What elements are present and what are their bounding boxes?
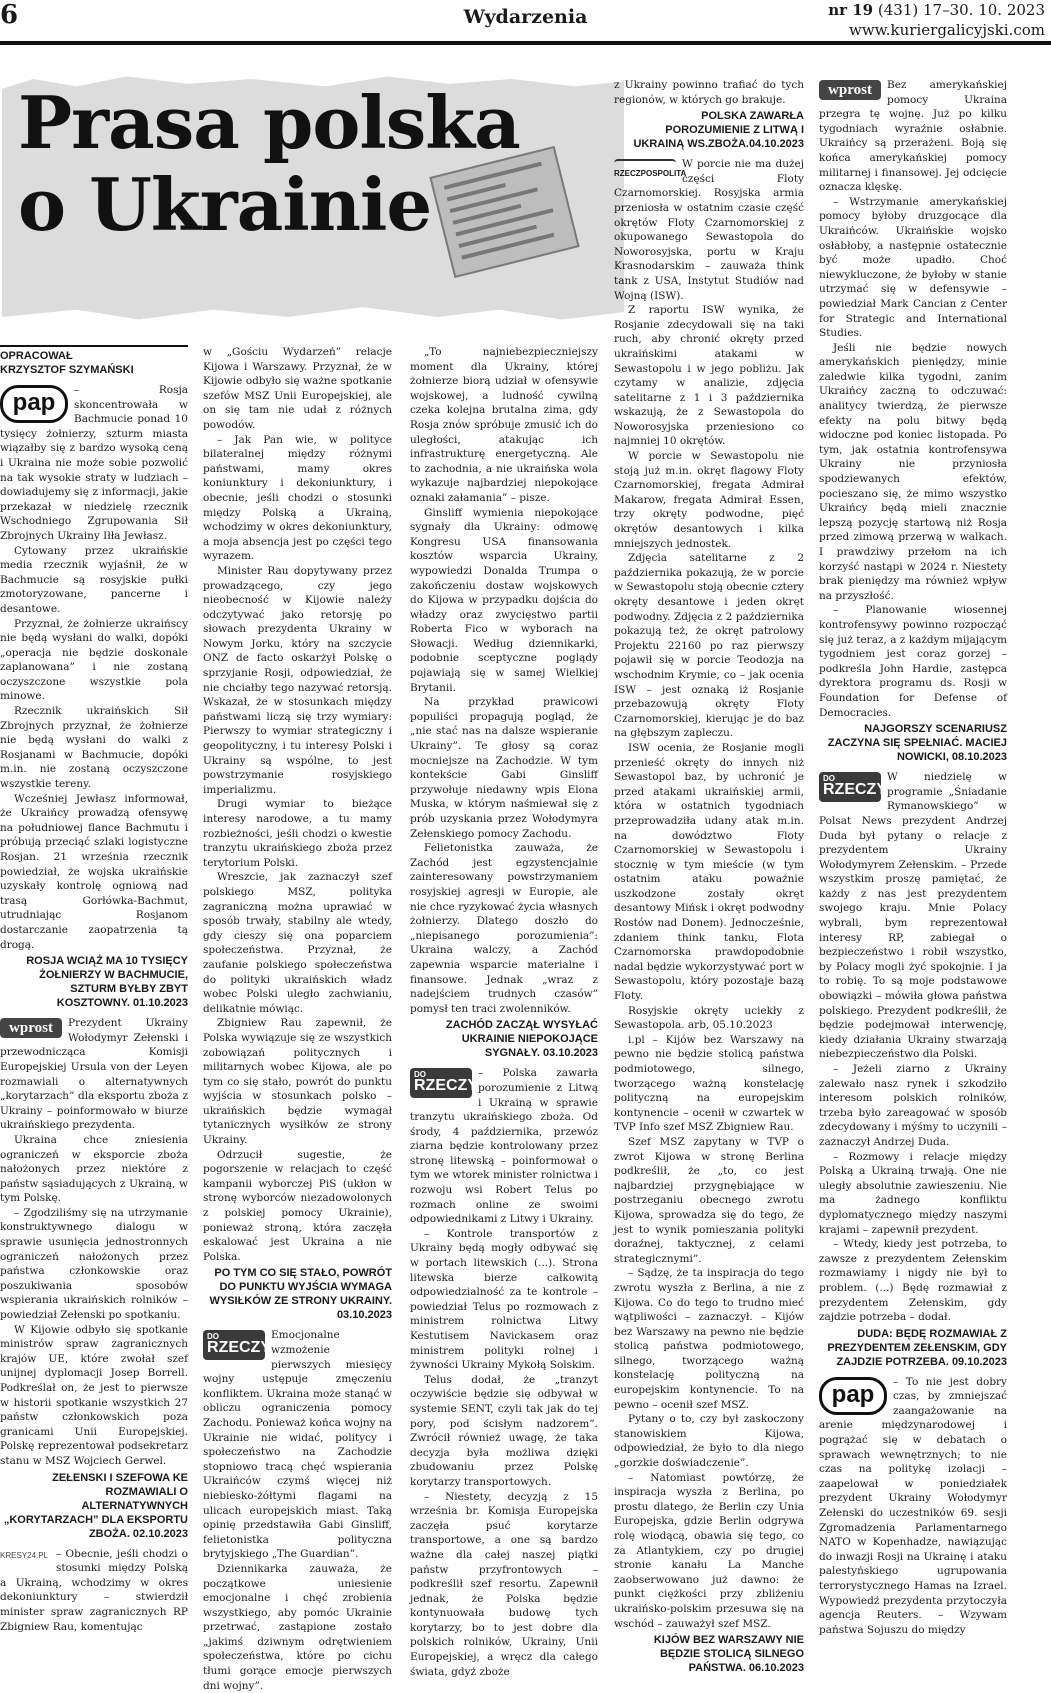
paragraph: Na przykład prawicowi populiści propagują pogląd, że „nie stać nas na dalsze wspieranie Ukrainy”. Te głosy są coraz mocniejsze na Zachodzie. W tym kontekście Gabi Ginsliff przywołuje niedawny wpis Elona Muska, w którym naśmiewał się z prób uzyskania przez Wołodymyra Zełenskiego pomocy Zachodu. [410, 696, 598, 840]
paragraph: – Jak Pan wie, w polityce bilateralnej między różnymi państwami, mamy okres koniunktury i dekoniunktury, i obecnie, jeśli chodzi o stosunki między Polską a Ukrainą, wchodzimy w okres dekoniunktury, a moja absencja jest po części tego wyrazem. [203, 433, 392, 563]
paragraph: – Niestety, decyzją z 15 września br. Komisja Europejska zaczęła psuć korytarze transportowe, a one są bardzo ważne dla całej naszej piątki państw przyfrontowych – podkreślił szef resortu. Zapewnił jednak, że Polska będzie kontynuowała budowę tych korytarzy, bo to jest dobre dla polskich rolników, Ukrainy, Unii Europejskiej, a wręcz dla całego świata, gdyż zboże [410, 1490, 598, 1678]
paragraph: – Zgodziliśmy się na utrzymanie konstruktywnego dialogu w sprawie usunięcia jednostronnych ograniczeń nałożonych przez państwa członkowskie oraz poszukiwania sposobów wspierania ukraińskich rolników – powiedział Zełenski po spotkaniu. [0, 1206, 188, 1322]
dorzeczy-logo-small: DO [414, 1070, 426, 1080]
column-2 [203, 345, 392, 1693]
paragraph: w „Gościu Wydarzeń” relacje Kijowa i Warszawy. Przyznał, że w Kijowie odbyło się ważne spotkanie szefów MSZ Unii Europejskiej, ale on się tam nie udał z różnych powodów. [203, 346, 392, 431]
issue-number: nr 19 [828, 1, 874, 19]
wprost-logo: wprost [819, 80, 881, 100]
column-4 [614, 78, 804, 1681]
byline [0, 345, 188, 377]
page-header [0, 0, 1051, 44]
paragraph: – Rosja skoncentrowała w Bachmucie ponad 10 tysięcy żołnierzy, szturm miasta wiązałby się z bardzo wysoką ceną i Ukraina nie może sobie pozwolić na tak wysokie straty w ludziach – dowiadujemy się z informacji, jakie przekazał w niedzielę rzecznik Wschodniego Zgrupowania Sił Zbrojnych Ukrainy Iłła Jewłasz. [0, 384, 188, 542]
paragraph: ISW ocenia, że Rosjanie mogli przenieść okręty do innych niż Sewastopol baz, by uchronić je przed atakami ukraińskiej armii, która w ostatnich tygodniach przeprowadziła udany atak m.in. na dowództwo Floty Czarnomorskiej w Sewastopolu i stocznię w tym mieście (w tym ostatnim ataku poważnie uszkodzone zostały okręt desantowy Mińsk i okręt podwodny Rostów nad Donem). Jednocześnie, zdaniem think tanku, Flota Czarnomorska prawdopodobnie nadal będzie wykorzystywać port w Sewastopolu, który pozostaje bazą Floty. [614, 741, 804, 1003]
paragraph: Zbigniew Rau zapewnił, że Polska wywiązuje się ze wszystkich zobowiązań politycznych i militarnych wobec Kijowa, ale po tym co się stało, powrót do punktu wyjścia w stosunkach polsko – ukraińskich będzie wymagał tytanicznych wysiłków ze strony Ukrainy. [203, 1017, 392, 1147]
issue-info [828, 0, 1045, 40]
title-line-1: Prasa polska [18, 80, 520, 165]
paragraph: Rosyjskie okręty uciekły z Sewastopola. arb, 05.10.2023 [614, 1004, 804, 1032]
source-caption: POLSKA ZAWARŁA POROZUMIENIE Z LITWĄ I UKRAINĄ WS.ZBOŻA.04.10.2023 [633, 110, 804, 151]
paragraph: Szef MSZ zapytany w TVP o zwrot Kijowa w stronę Berlina podkreślił, że „to, co jest najbardziej przygnębiające w postrzeganiu obecnego zwrotu Kijowa, sprowadza się do tego, że jest to wynik pomieszania polityki doraźnej, taktycznej, z celami strategicznymi”. [614, 1135, 804, 1265]
page-title [18, 82, 520, 246]
dorzeczy-logo-text: RZECZY [207, 1339, 271, 1357]
dorzeczy-logo-small: DO [207, 1332, 219, 1342]
page-number: 6 [0, 0, 19, 30]
paragraph: Minister Rau dopytywany przez prowadzącego, czy jego nieobecność w Kijowie należy odczytywać jako retorsję po słowach prezydenta Ukrainy w Nowym Jorku, który na szczycie ONZ de facto oskarżył Polskę o sprzyjanie Rosji, odpowiedział, że nie chciałby tego nazywać retorsją. Wskazał, że w stosunkach między państwami liczą się trzy wymiary: Pierwszy to wymiar strategiczny i geopolityczny, i tu interesy Polski i Ukrainy są wspólne, to jest powstrzymanie rosyjskiego imperializmu. [203, 564, 392, 796]
paragraph: – To nie jest dobry czas, by zmniejszać zaangażowanie na arenie międzynarodowej i pogrążać się w debatach o sprawach wewnętrznych; to nie czas na politykę izolacji – zaapelował w poniedziałek prezydent Ukrainy Wołodymyr Zełenski do uczestników 69. sesji Zgromadzenia Parlamentarnego NATO w Kopenhadze, nawiązując do inwazji Rosji na Ukrainę i ataku palestyńskiego ugrupowania terrorystycznego Hamas na Izrael. Wypowiedź prezydenta przytoczyła agencja Reuters. – Wzywam państwa Sojuszu do między [819, 1375, 1007, 1636]
source-caption: DUDA: BĘDĘ ROZMAWIAŁ Z PREZYDENTEM ZEŁENSKIM, GDY ZAJDZIE POTRZEBA. 09.10.2023 [827, 1327, 1007, 1368]
paragraph: – Wstrzymanie amerykańskiej pomocy byłoby druzgocące dla Ukraińców. Ukraińskie wojsko osłabłoby, a następnie ostatecznie być może upadło. Choć niewykluczone, że byłoby w stanie utrzymać się w defensywie – powiedział Mark Cancian z Center for Strategic and International Studies. [819, 195, 1007, 340]
paragraph: – Natomiast powtórzę, że inspiracja wyszła z Berlina, po prostu dlatego, że Berlin czy Unia Europejska, gdzie Berlin odgrywa rolę wiodącą, obawia się tego, co za Atlantykiem, czy po drugiej stronie kanału La Manche zaobserwowano już dawno: że punkt ciężkości przy zbliżeniu ukraińsko-polskim przesuwa się na wschód – zauważył szef MSZ. [614, 1471, 804, 1630]
paragraph: Prezydent Ukrainy Wołodymyr Zełenski i przewodnicząca Komisji Europejskiej Ursula von der Leyen rozmawiali o alternatywnych „korytarzach” dla eksportu zboża z Ukrainy – poinformowało w biurze ukraińskiego prezydenta. [0, 1017, 188, 1132]
paragraph: Telus dodał, że „tranzyt oczywiście będzie się odbywał w systemie SENT, czyli tak jak do tej pory, pod ścisłym nadzorem”. Zwrócił również uwagę, że taka decyzja była możliwa dzięki zbudowaniu przez Polskę korytarzy transportowych. [410, 1373, 598, 1488]
paragraph: i.pl – Kijów bez Warszawy na pewno nie będzie stolicą państwa podmiotowego, silnego, tworzącego ważną konstelację polityczną na europejskim kontynencie – ocenił w czwartek w TVP Info szef MSZ Zbigniew Rau. [614, 1033, 804, 1134]
paragraph: „To najniebezpieczniejszy moment dla Ukrainy, której żołnierze biorą udział w ofensywie wojskowej, a ludność cywilną czeka kolejna brutalna zima, gdy Rosja znów spróbuje zmusić ich do uległości, atakując ich infrastrukturę energetyczną. Ale to zachodnia, a nie ukraińska wola wykazuje najbardziej niepokojące oznaki załamania” – pisze. [410, 346, 598, 504]
pap-logo: pap [819, 1377, 887, 1415]
byline-author: KRZYSZTOF SZYMAŃSKI [0, 364, 134, 376]
column-1 [0, 345, 188, 1634]
issue-dates: (431) 17–30. 10. 2023 [877, 1, 1045, 19]
source-caption: ZACHÓD ZACZĄŁ WYSYŁAĆ UKRAINIE NIEPOKOJĄCE SYGNAŁY. 03.10.2023 [445, 1019, 598, 1060]
kresy-logo: KRESY24.PL [0, 1550, 49, 1560]
column-3 [410, 345, 598, 1679]
paragraph: – Jeżeli ziarno z Ukrainy zalewało nasz rynek i szkodziło interesom polskich rolników, trzeba było zareagować w sposób zdecydowany i mýśmy to uczynili – zaznaczył Andrzej Duda. [819, 1063, 1007, 1148]
paragraph: Dziennikarka zauważa, że początkowe uniesienie emocjonalne i chęć zrobienia wszystkiego, aby pomóc Ukrainie przetrwać, zastąpione zostało „jakimś dziwnym odrętwieniem społeczeństwa, które po cichu tłumi gorące emocje pierwszych dni wojny”. [203, 1562, 392, 1692]
section-name: Wydarzenia [463, 6, 588, 28]
source-caption: KIJÓW BEZ WARSZAWY NIE BĘDZIE STOLICĄ SILNEGO PAŃSTWA. 06.10.2023 [653, 1634, 804, 1675]
paragraph: Wreszcie, jak zaznaczył szef polskiego MSZ, polityka zagraniczną można uprawiać w sposób trwały, stabilny ale wtedy, gdy cieszy się ona poparciem społeczeństwa. Przyznał, że zaufanie polskiego społeczeństwa do polityki ukraińskich władz wobec Polski uległo zachwianiu, delikatnie mówiąc. [203, 871, 392, 1015]
header-rule [0, 41, 1051, 45]
paragraph: Bez amerykańskiej pomocy Ukraina przegra tę wojnę. Już po kilku tygodniach wyraźnie osłabnie. Ukraińcy są przerażeni. Boją się końca amerykańskiej pomocy militarnej i finansowej. Jej odcięcie oznacza klęskę. [819, 79, 1007, 194]
byline-label: OPRACOWAŁ [0, 350, 73, 362]
paragraph: – Planowanie wiosennej kontrofensywy powinno rozpocząć się już teraz, a z każdym mijającym tygodniem jest coraz gorzej – podkreśla John Hardie, zastępca dyrektora programu ds. Rosji w Foundation for Defense of Democracies. [819, 604, 1007, 719]
wprost-logo: wprost [0, 1018, 62, 1038]
dorzeczy-logo [819, 772, 887, 802]
paragraph: Pytany o to, czy był zaskoczony stanowiskiem Kijowa, odpowiedział, że było to dla niego „gorzkie doświadczenie”. [614, 1413, 804, 1470]
paragraph: W Kijowie odbyło się spotkanie ministrów spraw zagranicznych krajów UE, które zwołał szef unijnej dyplomacji Josep Borrell. Podkreślał on, że jest to pierwsze w historii spotkanie wszystkich 27 państw członkowskich poza granicami Unii Europejskiej. Polskę reprezentował podsekretarz stanu w MSZ Wojciech Gerwel. [0, 1323, 188, 1467]
source-caption: ZEŁENSKI I SZEFOWA KE ROZMAWIALI O ALTERNATYWNYCH „KORYTARZACH” DLA EKSPORTU ZBOŻA. 02.10.2023 [3, 1471, 188, 1540]
paragraph: z Ukrainy powinno trafiać do tych regionów, w których go brakuje. [614, 79, 804, 106]
paragraph: W niedzielę w programie „Śniadanie Rymanowskiego” w Polsat News prezydent Andrzej Duda był pytany o relacje z prezydentem Ukrainy Wołodymyrem Zełenskim. – Przede wszystkim proszę pamiętać, że każdy z nas jest prezydentem swojego kraju. Mnie Polacy wybrali, bym reprezentował interesy RP, zabiegał o bezpieczeństwo i robił wszystko, by Polacy mogli żyć spokojnie. I ja to robię. To są moje podstawowe obowiązki – mówiła głowa państwa polskiego. Prezydent podkreślił, że będzie podejmował interwencję, kiedy działania Ukrainy stwarzają niebezpieczeństwo dla Polski. [819, 771, 1007, 1061]
paragraph: – Sądzę, że ta inspiracja do tego zwrotu wyszła z Berlina, a nie z Kijowa. Co do tego to trudno mieć wątpliwości – zaznaczył. – Kijów bez Warszawy na pewno nie będzie stolicą państwa podmiotowego, silnego, tworzącego ważną konstelację polityczną na europejskim kontynencie. To na pewno – ocenił szef MSZ. [614, 1267, 804, 1411]
paragraph: Wcześniej Jewłasz informował, że Ukraińcy prowadzą ofensywę na południowej flance Bachmutu i próbują przeciąć szlaki logistyczne Rosjan. 21 września rzecznik powiedział, że wojska ukraińskie uzyskały kontrolę ogniową nad trasą Gorłówka-Bachmut, utrudniając Rosjanom dostarczanie zaopatrzenia tą drogą. [0, 792, 188, 951]
website-link[interactable]: www.kuriergalicyjski.com [849, 21, 1045, 39]
paragraph: – Obecnie, jeśli chodzi o stosunki między Polską a Ukrainą, wchodzimy w okres dekoniunktury – stwierdził minister spraw zagranicznych RP Zbigniew Rau, komentując [0, 1547, 188, 1633]
paragraph: Ginsliff wymienia niepokojące sygnały dla Ukrainy: odmowę Kongresu USA finansowania kosztów wsparcia Ukrainy, wypowiedzi Donalda Trumpa o zakończeniu dostaw wojskowych do Kijowa w przypadku dojścia do władzy oraz zwycięstwo partii Roberta Fico w wyborach na Słowacji. Według dziennikarki, podobnie sceptyczne poglądy pojawiają się w samej Wielkiej Brytanii. [410, 506, 598, 694]
paragraph: Emocjonalne wzmożenie pierwszych miesięcy wojny ustępuje zmęczeniu konfliktem. Ukraina może stanąć w obliczu ograniczenia pomocy Zachodu. Ponieważ końca wojny na Ukrainie nie widać, politycy i społeczeństwo na Zachodzie stopniowo tracą chęć wspierania Ukraińców czymś więcej niż niebiesko-żółtymi flagami na ulicach europejskich miast. Taką opinię przedstawiła Gabi Ginsliff, felietonistka polityczna brytyjskiego „The Guardian”. [203, 1329, 392, 1561]
rzeczpospolita-logo: RZECZPOSPOLITA [614, 159, 676, 183]
dorzeczy-logo-text: RZECZY [823, 781, 887, 799]
paragraph: – Rozmowy i relacje między Polską a Ukrainą trwają. One nie uległy absolutnie zawieszeniu. Nie ma żadnego konfliktu dyplomatycznego między naszymi krajami – zapewnił prezydent. [819, 1150, 1007, 1236]
dorzeczy-logo-text: RZECZY [414, 1077, 478, 1095]
pap-logo: pap [0, 385, 68, 423]
paragraph: Przyznał, że żołnierze ukraińscy nie będą wysłani do walki, dopóki „operacja nie będzie doskonale zaplanowana” i nie zostaną oczyszczone wszystkie pola minowe. [0, 617, 188, 703]
dorzeczy-logo [203, 1330, 271, 1360]
source-caption: ROSJA WCIĄŻ MA 10 TYSIĘCY ŻOŁNIERZY W BACHMUCIE, SZTURM BYŁBY ZBYT KOSZTOWNY. 01.10.2023 [26, 955, 188, 1010]
column-5 [819, 78, 1007, 1637]
paragraph: Ukraina chce zniesienia ograniczeń w eksporcie zboża nałożonych przez niektóre z państw sąsiadujących z Ukrainą, w tym Polskę. [0, 1133, 188, 1205]
title-line-2: o Ukrainie [18, 162, 432, 247]
paragraph: W porcie w Sewastopolu nie stoją już m.in. okręt flagowy Floty Czarnomorskiej, fregata Admirał Makarow, fregata Admirał Essen, trzy okręty podwodne, pięć okrętów desantowych i kilka mniejszych jednostek. [614, 450, 804, 550]
paragraph: – Wtedy, kiedy jest potrzeba, to zawsze z prezydentem Zełenskim rozmawiamy i nigdy nie był to problem. (...) Będę rozmawiał z prezydentem Zełenskim, gdy zajdzie potrzeba – dodał. [819, 1238, 1007, 1324]
source-caption: PO TYM CO SIĘ STAŁO, POWRÓT DO PUNKTU WYJŚCIA WYMAGA WYSIŁKÓW ZE STRONY UKRAINY. 03.10.2023 [209, 1267, 392, 1322]
paragraph: Z raportu ISW wynika, że Rosjanie zdecydowali się na taki ruch, aby chronić okręty przed ukraińskimi atakami w Sewastopolu i w jego pobliżu. Jak czytamy w analizie, zdjęcia satelitarne z 1 i 3 października wskazują, że z Sewastopola do Noworosyjska przeniesiono co najmniej 10 okrętów. [614, 304, 804, 448]
source-caption: NAJGORSZY SCENARIUSZ ZACZYNA SIĘ SPEŁNIAĆ. MACIEJ NOWICKI, 08.10.2023 [827, 723, 1007, 764]
paragraph: – Polska zawarła porozumienie z Litwą i Ukrainą w sprawie tranzytu ukraińskiego zboża. Od środy, 4 października, przewóz ziarna będzie kontrolowany przez stronę litewską – poinformował o tym we wtorek minister rolnictwa i rozwoju wsi Robert Telus po rozmach online ze swoimi odpowiednikami z Litwy i Ukrainy. [410, 1067, 598, 1226]
paragraph: Zdjęcia satelitarne z 2 października pokazują, że w porcie w Sewastopolu stoją obecnie cztery okręty desantowe i jeden okręt podwodny. Zdjęcia z 2 października pokazują też, że okręt patrolowy Projektu 22160 po raz pierwszy pojawił się w porcie Teodozja na wschodnim Krymie, co – jak ocenia ISW – jest oznaką iż Rosjanie przebazowują okręty Floty Czarnomorskiej, kierując je do baz na głębszym zapleczu. [614, 552, 804, 740]
paragraph: Cytowany przez ukraińskie media rzecznik wyjaśnił, że w Bachmucie są rosyjskie pułki zmotoryzowane, pancerne i desantowe. [0, 544, 188, 615]
paragraph: Odrzucił sugestie, że pogorszenie w relacjach to część kampanii wyborczej PiS (ukłon w stronę wyborców niezadowolonych z polskiej pomocy Ukrainie), ponieważ stroną, która zaczęła eskalować jest Ukraina a nie Polska. [203, 1148, 392, 1263]
paragraph: W porcie nie ma dużej części Floty Czarnomorskiej. Rosyjska armia przeniosła w ostatnim czasie część okrętów Floty Czarnomorskiej z okupowanego Sewastopola do Noworosyjska, portu w Kraju Krasnodarskim – zauważa think tank z USA, Instytut Studiów nad Wojną (ISW). [614, 158, 804, 302]
paragraph: Jeśli nie będzie nowych amerykańskich pieniędzy, minie zaledwie kilka tygodni, zanim Ukraińcy zaczną to odczuwać: analitycy twierdzą, że pierwsze efekty na polu bitwy będą widoczne pod koniec listopada. Po tym, jak ostatnia kontrofensywa Ukrainy nie przyniosła spodziewanych efektów, pocieszano się, że mimo wszystko Ukraińcy będą mieli znacznie lepszą pozycję startową niż Rosja przed zimową przerwą w walkach. I prawdziwy przełom na ich korzyść nastąpi w 2024 r. Niestety brak pieniędzy ma również wpływ na przyszłość. [819, 341, 1007, 602]
paragraph: – Kontrole transportów z Ukrainy będą mogły odbywać się w portach litewskich (...). Strona litewska bierze całkowitą odpowiedzialność za te kontrole – powiedział Telus po rozmowach z ministrem rolnictwa Litwy Kestutisem Navickasem oraz ministrem polityki rolnej i żywności Ukrainy Mykołą Solskim. [410, 1227, 598, 1372]
dorzeczy-logo-small: DO [823, 774, 835, 784]
paragraph: Felietonistka zauważa, że Zachód jest egzystencjalnie zainteresowany powstrzymaniem rosyjskiej agresji w Europie, ale nie chce ryzykować życia własnych żołnierzy. Dlatego doszło do „niepisanego porozumienia”: Ukraina walczy, a Zachód zapewnia wsparcie materialne i finansowe. Jednak „wraz z nadejściem trudnych czasów” pomysł ten traci zwolenników. [410, 842, 598, 1015]
dorzeczy-logo [410, 1068, 478, 1098]
paragraph: Drugi wymiar to bieżące interesy narodowe, a tu mamy rozbieżności, jeśli chodzi o kwestie tranzytu ukraińskiego zboża przez terytorium Polski. [203, 798, 392, 869]
paragraph: Rzecznik ukraińskich Sił Zbrojnych przyznał, że żołnierze nie będą wysłani do walki z Rosjanami w Bachmucie, dopóki m.in. nie zostaną oczyszczone wszystkie tereny. [0, 705, 188, 791]
